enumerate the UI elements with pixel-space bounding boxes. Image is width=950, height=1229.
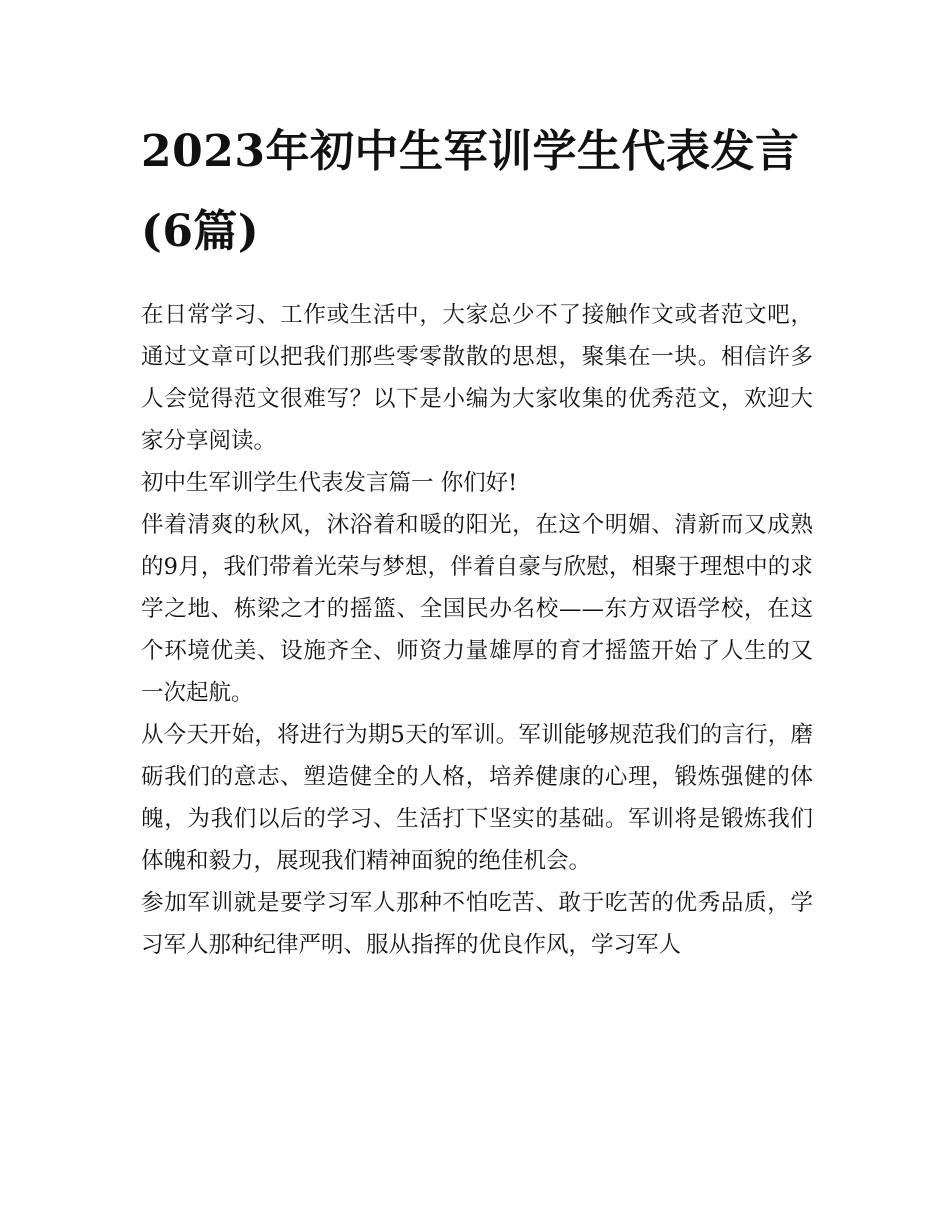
intro-paragraph: 在日常学习、工作或生活中，大家总少不了接触作文或者范文吧，通过文章可以把我们那些零零散散的思想，聚集在一块。相信许多人会觉得范文很难写？以下是小编为大家收集的优秀范文，欢迎大家分享阅读。 <box>141 302 813 454</box>
body-paragraph: 从今天开始，将进行为期5天的军训。军训能够规范我们的言行，磨砺我们的意志、塑造健全的人格，培养健康的心理，锻炼强健的体魄，为我们以后的学习、生活打下坚实的基础。军训将是锻炼我们体魄和毅力，展现我们精神面貌的绝佳机会。 <box>141 722 813 874</box>
body-paragraph: 伴着清爽的秋风，沐浴着和暖的阳光，在这个明媚、清新而又成熟的9月，我们带着光荣与梦想，伴着自豪与欣慰，相聚于理想中的求学之地、栋梁之才的摇篮、全国民办名校——东方双语学校，在这个环境优美、设施齐全、师资力量雄厚的育才摇篮开始了人生的又一次起航。 <box>141 512 813 706</box>
section-heading-paragraph: 初中生军训学生代表发言篇一 你们好! <box>141 470 518 496</box>
document-title: 2023年初中生军训学生代表发言(6篇) <box>141 126 800 257</box>
document-page <box>141 112 813 966</box>
body-paragraph: 参加军训就是要学习军人那种不怕吃苦、敢于吃苦的优秀品质，学习军人那种纪律严明、服从指挥的优良作风，学习军人 <box>141 890 813 958</box>
